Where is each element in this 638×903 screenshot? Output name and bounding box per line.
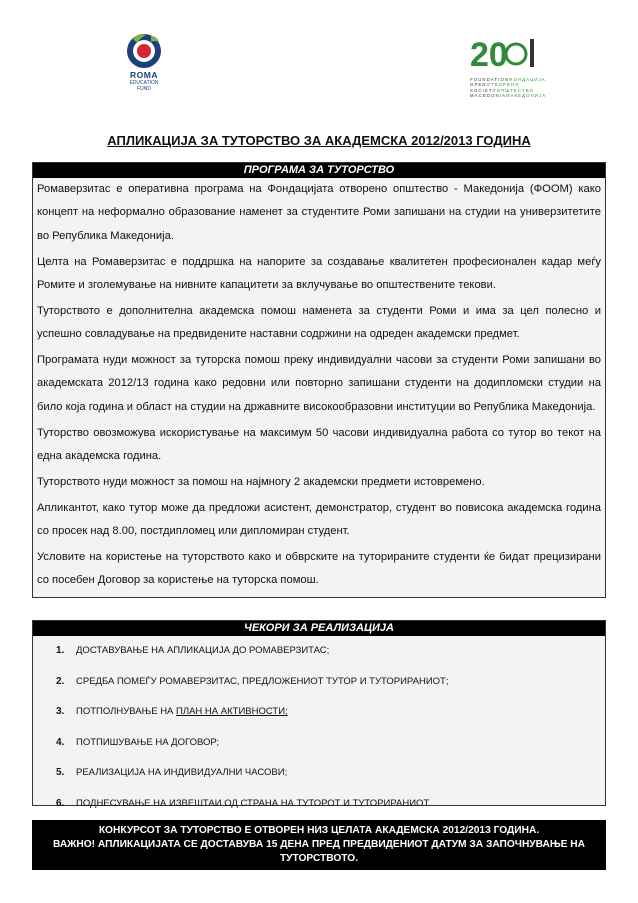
program-paragraph: Програмата нуди можност за туторска помош преку индивидуални часови за студенти Роми запишани во академската 2012/13 година како редовни или повторно запишани студенти на додипломски студии на било која година и област на студии на државните високообразовни институции во Република Македонија. bbox=[37, 354, 601, 413]
step-number: 2. bbox=[56, 675, 65, 687]
steps-header: ЧЕКОРИ ЗА РЕАЛИЗАЦИЈА bbox=[33, 621, 605, 636]
program-paragraph: Апликантот, како тутор може да предложи асистент, демонстратор, студент во повисока академска година со просек над 8.00, постдипломец или дипломиран студент. bbox=[37, 501, 601, 538]
ref-logo-subtitle-2: FUND bbox=[137, 86, 151, 92]
fosm-20-emblem-icon bbox=[470, 35, 538, 69]
step-text: ПОДНЕСУВАЊЕ НА ИЗВЕШТАИ ОД СТРАНА НА ТУТОРОТ И ТУТОРИРАНИОТ. bbox=[76, 797, 431, 809]
program-header: ПРОГРАМА ЗА ТУТОРСТВО bbox=[33, 163, 605, 178]
ref-logo-title: ROMA bbox=[130, 70, 158, 80]
step-item bbox=[33, 667, 605, 698]
program-paragraph: Ромаверзитас е оперативна програма на Фондацијата отворено општество - Македонија (ФООМ) како концепт на неформално образование наменет за студентите Роми запишани на студии на универзитетите во Република Македонија. bbox=[37, 183, 601, 242]
step-item bbox=[33, 697, 605, 728]
step-item bbox=[33, 758, 605, 789]
program-paragraph: Условите на користење на туторството како и обврските на туторираните студенти ќе бидат прецизирани со посебен Договор за користење на туторска помош. bbox=[37, 550, 601, 587]
fosm-20-logo bbox=[470, 35, 570, 99]
ref-emblem-icon bbox=[124, 30, 164, 70]
fosm-number: 20 bbox=[470, 36, 508, 69]
fosm-line: OPENОТВОРЕНО bbox=[470, 82, 520, 88]
program-paragraph: Туторството е дополнителна академска помош наменета за студенти Роми и има за цел полесно и успешно совладување на предвидените наставни содржини на одреден академски предмет. bbox=[37, 304, 601, 341]
notice-line-2: ВАЖНО! АПЛИКАЦИЈАТА СЕ ДОСТАВУВА 15 ДЕНА ПРЕД ПРЕДВИДЕНИОТ ДАТУМ ЗА ЗАПОЧНУВАЊЕ НА ТУТОРСТВОТО. bbox=[52, 839, 586, 864]
fosm-line: SOCIETYОПШТЕСТВО bbox=[470, 87, 534, 93]
step-text: ДОСТАВУВАЊЕ НА АПЛИКАЦИЈА ДО РОМАВЕРЗИТАС; bbox=[76, 645, 330, 656]
step-item bbox=[33, 636, 605, 667]
step-number: 6. bbox=[56, 797, 65, 809]
step-item bbox=[33, 789, 605, 820]
fosm-line: MACEDONIAМАКЕДОНИЈА bbox=[470, 93, 547, 99]
steps-list bbox=[33, 636, 605, 819]
step-number: 5. bbox=[56, 767, 65, 778]
step-text: ПОТПОЛНУВАЊЕ НА bbox=[76, 706, 177, 717]
step-number: 3. bbox=[56, 706, 65, 717]
contest-notice bbox=[32, 820, 606, 870]
fosm-name-lines bbox=[470, 77, 570, 99]
notice-line-1: КОНКУРСОТ ЗА ТУТОРСТВО Е ОТВОРЕН НИЗ ЦЕЛАТА АКАДЕМСКА 2012/2013 ГОДИНА. bbox=[98, 825, 540, 836]
program-paragraph: Туторството нуди можност за помош на најмногу 2 академски предмети истовремено. bbox=[37, 475, 485, 488]
fosm-line: FOUNDATIONФОНДАЦИЈА bbox=[470, 77, 546, 82]
step-number: 4. bbox=[56, 736, 65, 748]
program-section bbox=[32, 162, 606, 598]
step-number: 1. bbox=[56, 645, 65, 656]
roma-education-fund-logo bbox=[118, 30, 170, 92]
ref-logo-subtitle: EDUCATION bbox=[129, 80, 159, 86]
activity-plan-link[interactable]: ПЛАН НА АКТИВНОСТИ; bbox=[176, 706, 288, 717]
step-text: ПОТПИШУВАЊЕ НА ДОГОВОР; bbox=[76, 736, 220, 748]
program-paragraph: Целта на Ромаверзитас е поддршка на напорите за создавање квалитетен професионален кадар меѓу Ромите и зголемување на нивните капацитети за вклучување во општествените текови. bbox=[37, 255, 601, 292]
step-item bbox=[33, 728, 605, 759]
steps-section bbox=[32, 620, 606, 809]
document-title: АПЛИКАЦИЈА ЗА ТУТОРСТВО ЗА АКАДЕМСКА 2012/2013 ГОДИНА bbox=[107, 133, 531, 148]
step-text: РЕАЛИЗАЦИЈА НА ИНДИВИДУАЛНИ ЧАСОВИ; bbox=[76, 767, 288, 778]
program-paragraph: Туторство овозможува искористување на максимум 50 часови индивидуална работа со тутор во текот на една академска година. bbox=[37, 426, 601, 463]
step-text: СРЕДБА ПОМЕЃУ РОМАВЕРЗИТАС, ПРЕДЛОЖЕНИОТ ТУТОР И ТУТОРИРАНИОТ; bbox=[76, 675, 449, 687]
